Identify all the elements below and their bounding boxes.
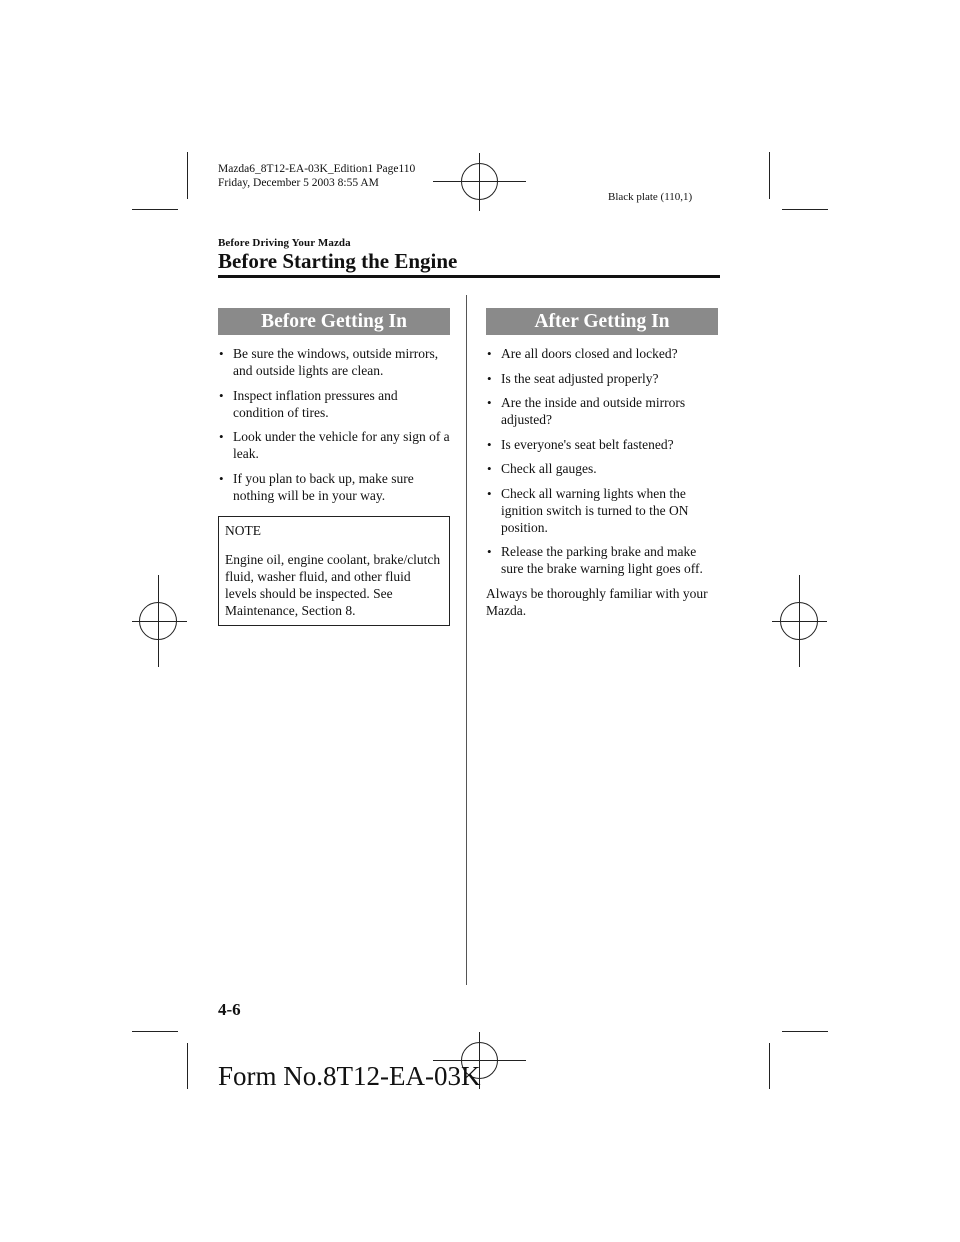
print-date-line: Friday, December 5 2003 8:55 AM <box>218 177 379 189</box>
form-number: Form No.8T12-EA-03K <box>218 1061 481 1091</box>
after-getting-in-list <box>486 345 718 577</box>
before-getting-in-heading: Before Getting In <box>218 308 450 335</box>
before-getting-in-section <box>218 308 450 626</box>
bullet-icon: • <box>219 387 224 403</box>
section-label: Before Driving Your Mazda <box>218 237 351 249</box>
before-getting-in-list <box>218 345 450 504</box>
list-item: • Is everyone's seat belt fastened? <box>487 436 674 452</box>
bullet-icon: • <box>487 544 492 559</box>
title-rule <box>218 275 720 278</box>
bullet-icon: • <box>487 461 492 476</box>
list-item: • Check all gauges. <box>487 461 597 476</box>
list-item: • Release the parking brake and make sure the brake warning light goes off. <box>487 544 703 576</box>
note-box <box>218 516 450 626</box>
page-number: 4-6 <box>218 1000 241 1019</box>
bullet-icon: • <box>487 346 492 361</box>
column-divider <box>466 295 467 985</box>
list-item: • Are the inside and outside mirrors adjusted? <box>487 395 686 427</box>
note-label: NOTE <box>225 522 261 538</box>
list-item: • Are all doors closed and locked? <box>487 346 678 361</box>
after-getting-in-section <box>486 308 718 619</box>
after-getting-in-heading: After Getting In <box>486 308 718 335</box>
closing-paragraph: Always be thoroughly familiar with your Mazda. <box>486 585 708 618</box>
list-item: • Check all warning lights when the ignition switch is turned to the ON position. <box>487 485 689 535</box>
bullet-icon: • <box>219 470 224 486</box>
list-item: • Is the seat adjusted properly? <box>487 370 659 386</box>
print-job-line: Mazda6_8T12-EA-03K_Edition1 Page110 <box>218 163 416 175</box>
note-text: Engine oil, engine coolant, brake/clutch fluid, washer fluid, and other fluid levels should be inspected. See Maintenance, Section 8. <box>225 551 441 618</box>
list-item: • If you plan to back up, make sure nothing will be in your way. <box>219 470 414 503</box>
bullet-icon: • <box>487 370 492 386</box>
bullet-icon: • <box>219 429 224 444</box>
list-item: • Inspect inflation pressures and condition of tires. <box>219 387 398 420</box>
bullet-icon: • <box>219 346 224 361</box>
bullet-icon: • <box>487 485 492 501</box>
bullet-icon: • <box>487 395 492 410</box>
list-item: • Look under the vehicle for any sign of a leak. <box>219 429 450 461</box>
list-item: • Be sure the windows, outside mirrors, and outside lights are clean. <box>219 346 439 378</box>
bullet-icon: • <box>487 436 492 452</box>
page-title: Before Starting the Engine <box>218 249 458 273</box>
plate-label: Black plate (110,1) <box>608 191 693 203</box>
